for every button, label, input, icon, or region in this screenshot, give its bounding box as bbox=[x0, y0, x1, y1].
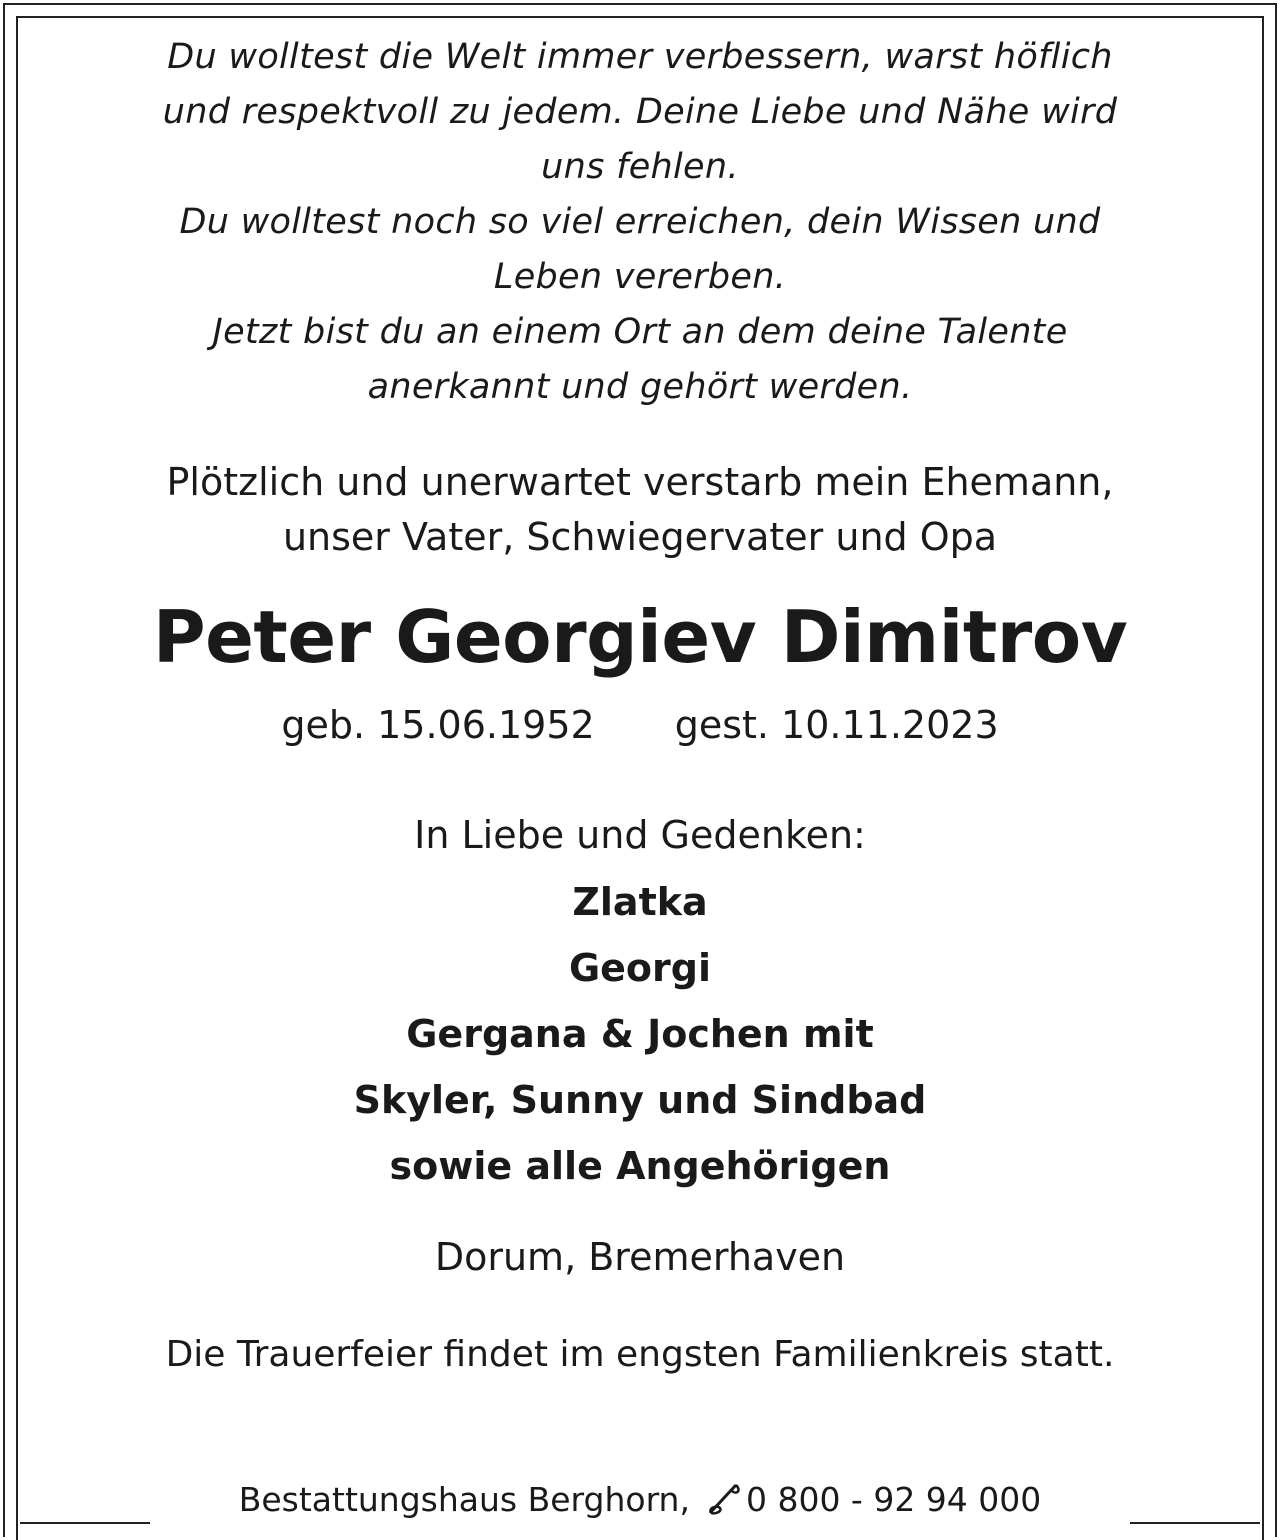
family-member: Georgi bbox=[568, 946, 712, 990]
pen-phone-icon bbox=[706, 1476, 742, 1512]
life-dates bbox=[30, 695, 1250, 755]
footer-text bbox=[160, 1470, 1120, 1530]
birth-date: geb. 15.06.1952 bbox=[281, 703, 595, 747]
family-member: Gergana & Jochen mit bbox=[406, 1012, 874, 1056]
deceased-name: Peter Georgiev Dimitrov bbox=[152, 595, 1128, 679]
obituary-content bbox=[30, 30, 1250, 1385]
footer-rule-right bbox=[1130, 1522, 1260, 1524]
family-member: Zlatka bbox=[572, 880, 708, 924]
footer-rule-left bbox=[20, 1522, 150, 1524]
poem-line: Du wolltest die Welt immer verbessern, warst höflich bbox=[167, 37, 1113, 77]
poem-line: und respektvoll zu jedem. Deine Liebe und Nähe wird bbox=[162, 92, 1118, 132]
poem-line: Du wolltest noch so viel erreichen, dein Wissen und bbox=[179, 202, 1101, 242]
poem-line: uns fehlen. bbox=[541, 147, 739, 187]
footer bbox=[0, 1470, 1280, 1530]
death-announcement bbox=[30, 455, 1250, 565]
poem bbox=[30, 30, 1250, 415]
poem-line: Jetzt bist du an einem Ort an dem deine Talente bbox=[212, 312, 1068, 352]
announcement-line: Plötzlich und unerwartet verstarb mein Ehemann, bbox=[166, 460, 1114, 504]
poem-line: Leben vererben. bbox=[493, 257, 787, 297]
announcement-line: unser Vater, Schwiegervater und Opa bbox=[282, 515, 998, 559]
phone-number: 0 800 - 92 94 000 bbox=[745, 1480, 1042, 1519]
family-list bbox=[30, 869, 1250, 1199]
family-member: Skyler, Sunny und Sindbad bbox=[353, 1078, 927, 1122]
mourning-label: In Liebe und Gedenken: bbox=[414, 813, 866, 857]
funeral-home-name: Bestattungshaus Berghorn, bbox=[238, 1480, 690, 1519]
family-member: sowie alle Angehörigen bbox=[389, 1144, 891, 1188]
location: Dorum, Bremerhaven bbox=[434, 1235, 846, 1279]
death-date: gest. 10.11.2023 bbox=[674, 703, 999, 747]
ceremony-note: Die Trauerfeier findet im engsten Familienkreis statt. bbox=[165, 1334, 1115, 1375]
poem-line: anerkannt und gehört werden. bbox=[367, 367, 913, 407]
